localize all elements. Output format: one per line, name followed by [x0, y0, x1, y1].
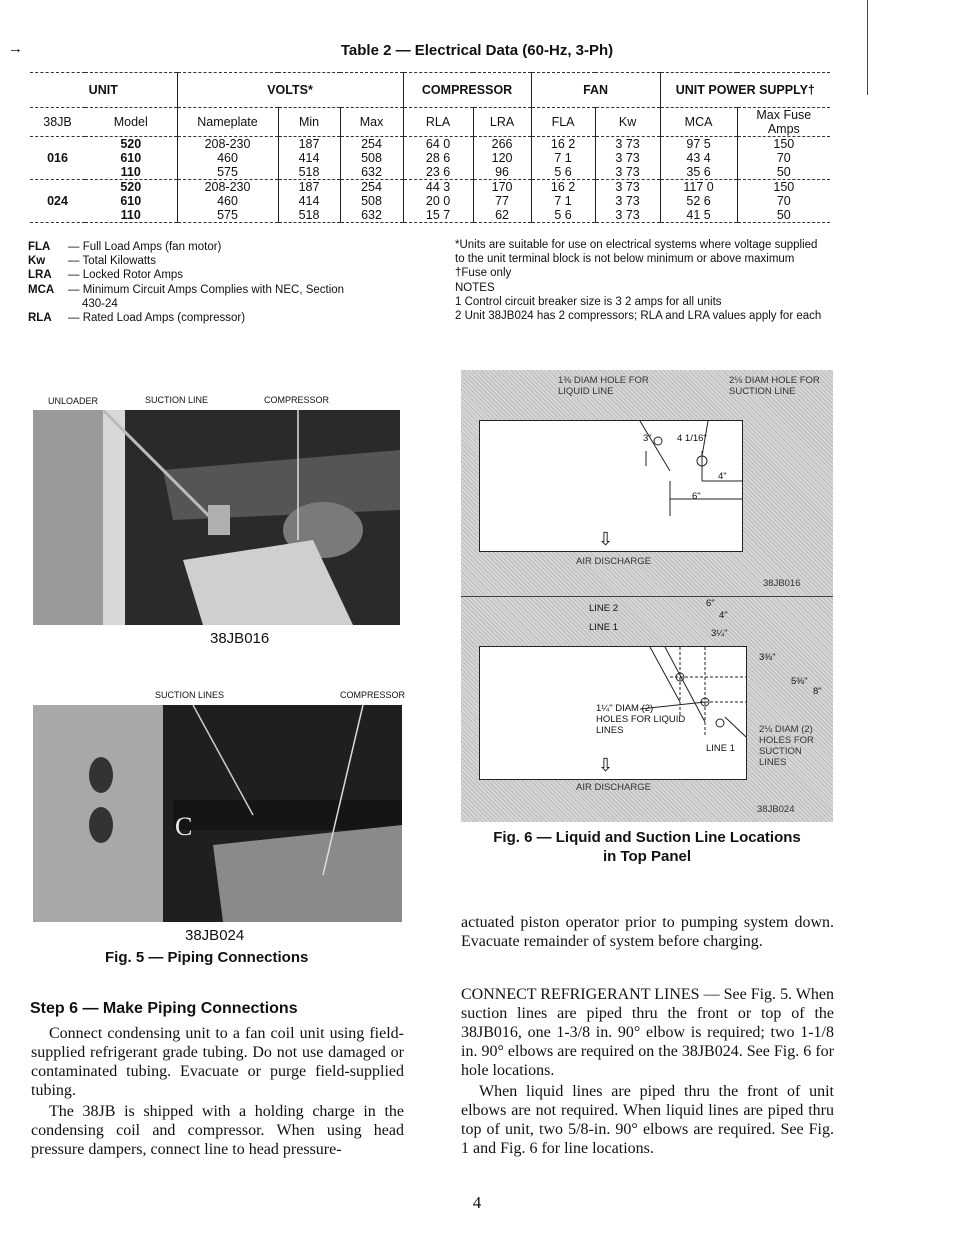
photo2-caption: 38JB024 [185, 927, 245, 944]
header-mca: MCA [660, 108, 737, 137]
panel-38jb024 [479, 646, 747, 780]
page-number: 4 [472, 1193, 482, 1212]
cell-kw: 3 73 [595, 194, 660, 208]
cell-kw: 3 73 [595, 180, 660, 195]
header-max: Max [340, 108, 403, 137]
cell-nameplate: 208-230 [177, 180, 278, 195]
margin-rule [867, 0, 868, 95]
cell-lra: 170 [473, 180, 531, 195]
label-liquid-holes: 1¼" DIAM (2) HOLES FOR LIQUID LINES [596, 703, 686, 736]
label-line-1: LINE 1 [589, 622, 619, 633]
cell-lra: 62 [473, 208, 531, 223]
legend-key: LRA [28, 269, 52, 282]
cell-min: 518 [278, 165, 340, 180]
table-row [30, 137, 830, 152]
cell-model: 110 [85, 208, 177, 223]
legend-key: Kw [28, 255, 46, 268]
photo1-caption: 38JB016 [210, 630, 270, 647]
dim-3-1-4: 3¼" [711, 628, 728, 639]
cell-nameplate: 208-230 [177, 137, 278, 152]
cell-rla: 28 6 [403, 151, 473, 165]
dim-6in-b: 6" [706, 598, 715, 609]
photo-38jb024 [33, 705, 402, 922]
legend-key: FLA [28, 241, 51, 253]
label-air-discharge-2: AIR DISCHARGE [576, 782, 651, 793]
header-unit-power: UNIT POWER SUPPLY† [660, 73, 830, 108]
label-liquid-hole: 1⅜ DIAM HOLE FOR LIQUID LINE [558, 375, 649, 397]
photo-38jb024-image [33, 705, 402, 922]
cell-model: 610 [120, 194, 142, 208]
label-line-2: LINE 2 [589, 603, 619, 614]
dim-4-1-16: 4 1/16" [677, 433, 707, 444]
label-unloader: UNLOADER [48, 396, 99, 406]
fig6-caption-line1: Fig. 6 — Liquid and Suction Line Locations [493, 829, 801, 846]
header-kw: Kw [595, 108, 660, 137]
cell-fuse: 70 [737, 151, 830, 165]
dim-4in: 4" [718, 471, 727, 482]
cell-mca: 52 6 [660, 194, 737, 208]
label-model-024: 38JB024 [757, 804, 795, 815]
legend-item [28, 311, 344, 325]
dim-8in: 8" [813, 686, 822, 697]
cell-model: 110 [120, 165, 141, 179]
electrical-data-table [30, 72, 830, 223]
cell-rla: 64 0 [403, 137, 473, 152]
dim-5-3-8: 5⅜" [791, 676, 808, 687]
paragraph-continued: actuated piston operator prior to pumping system down. Evacuate remainder of system before charging. [461, 914, 834, 950]
label-compressor: COMPRESSOR [264, 395, 330, 405]
paragraph-connect: Connect condensing unit to a fan coil unit using field-supplied refrigerant grade tubing. Do not use damaged or contaminated tubing. Evacuate or purge field-supplied tubing. [31, 1025, 404, 1099]
header-unit: UNIT [30, 73, 177, 108]
header-nameplate: Nameplate [177, 108, 278, 137]
cell-nameplate: 575 [177, 165, 278, 180]
cell-nameplate: 575 [177, 208, 278, 223]
header-volts: VOLTS* [177, 73, 403, 108]
label-suction-hole: 2⅛ DIAM HOLE FOR SUCTION LINE [729, 375, 820, 397]
fig6-caption [461, 828, 833, 866]
paragraph-connect-lines: CONNECT REFRIGERANT LINES — See Fig. 5. When suction lines are piped thru the front or top of the 38JB016, one 1-3/8 in. 90° elbow is required; two 1-1/8 in. 90° elbows are required on the 38JB024. See Fig. 6 for hole locations. [461, 986, 834, 1079]
cell-max: 632 [340, 208, 403, 223]
cell-model: 520 [85, 180, 177, 195]
dim-3-3-8: 3⅜" [759, 652, 776, 663]
cell-fuse: 150 [737, 180, 830, 195]
table-row [30, 208, 830, 223]
note-voltage: *Units are suitable for use on electrical systems where voltage supplied to the unit terminal block is not below minimum or above maximum [455, 239, 818, 266]
label-compressor-2: COMPRESSOR [340, 690, 406, 700]
cell-min: 518 [278, 208, 340, 223]
cell-kw: 3 73 [595, 151, 660, 165]
note-2: 2 Unit 38JB024 has 2 compressors; RLA and LRA values apply for each [455, 310, 822, 323]
note-fuse: †Fuse only [455, 267, 512, 280]
label-line-1-b: LINE 1 [706, 743, 736, 754]
cell-unit [30, 180, 85, 195]
table-row [30, 194, 830, 208]
header-compressor: COMPRESSOR [403, 73, 531, 108]
cell-fla: 7 1 [531, 194, 595, 208]
cell-min: 414 [278, 151, 340, 165]
header-fan: FAN [531, 73, 660, 108]
notes-label: NOTES [455, 281, 495, 294]
header-fla: FLA [531, 108, 595, 137]
cell-model: 520 [85, 137, 177, 152]
header-rla: RLA [403, 108, 473, 137]
cell-max: 254 [340, 137, 403, 152]
table-row [30, 180, 830, 195]
header-min: Min [278, 108, 340, 137]
cell-rla: 44 3 [403, 180, 473, 195]
legend-value: — Locked Rotor Amps [68, 269, 184, 282]
legend-item [28, 268, 344, 282]
cell-rla: 15 7 [403, 208, 473, 223]
legend-item [28, 297, 344, 311]
cell-fla: 5 6 [531, 208, 595, 223]
header-model: Model [85, 108, 177, 137]
cell-lra: 77 [473, 194, 531, 208]
cell-min: 187 [278, 180, 340, 195]
legend-key: MCA [28, 283, 55, 296]
legend-value: — Full Load Amps (fan motor) [68, 241, 222, 253]
cell-fuse: 150 [737, 137, 830, 152]
dim-4in-b: 4" [719, 610, 728, 621]
cell-unit [30, 137, 85, 152]
cell-fuse: 50 [737, 165, 830, 180]
label-suction-lines: SUCTION LINES [155, 690, 225, 700]
cell-max: 508 [340, 151, 403, 165]
cell-fla: 5 6 [531, 165, 595, 180]
legend-value: — Rated Load Amps (compressor) [68, 312, 246, 325]
note-1: 1 Control circuit breaker size is 3 2 amps for all units [455, 295, 722, 308]
cell-kw: 3 73 [595, 137, 660, 152]
cell-max: 254 [340, 180, 403, 195]
panel-38jb016 [479, 420, 743, 552]
cell-fla: 7 1 [531, 151, 595, 165]
legend-item [28, 240, 344, 254]
svg-text:C: C [175, 812, 193, 841]
legend-key: RLA [28, 312, 52, 325]
photo-38jb016 [33, 410, 400, 625]
cell-rla: 23 6 [403, 165, 473, 180]
cell-max: 632 [340, 165, 403, 180]
step6-heading: Step 6 — Make Piping Connections [30, 1000, 298, 1017]
cell-fla: 16 2 [531, 137, 595, 152]
cell-fuse: 70 [737, 194, 830, 208]
label-air-discharge-1: AIR DISCHARGE [576, 556, 651, 567]
cell-nameplate: 460 [177, 194, 278, 208]
cell-unit: 024 [47, 194, 68, 208]
label-suction-line: SUCTION LINE [145, 395, 209, 405]
cell-nameplate: 460 [177, 151, 278, 165]
legend-item [28, 283, 344, 297]
cell-mca: 117 0 [660, 180, 737, 195]
cell-min: 187 [278, 137, 340, 152]
cell-fuse: 50 [737, 208, 830, 223]
cell-lra: 266 [473, 137, 531, 152]
cell-mca: 35 6 [660, 165, 737, 180]
fig5-caption: Fig. 5 — Piping Connections [105, 949, 309, 966]
cell-unit: 016 [47, 151, 68, 165]
cell-unit [30, 165, 85, 180]
label-suction-holes: 2⅛ DIAM (2) HOLES FOR SUCTION LINES [759, 724, 814, 768]
table-row [30, 165, 830, 180]
cell-min: 414 [278, 194, 340, 208]
paragraph-liquid-lines: When liquid lines are piped thru the front of unit elbows are not required. When liquid lines are piped thru top of unit, two 5/8-in. 90° elbows are required. See Fig. 1 and Fig. 6 for line locations. [461, 1083, 834, 1157]
cell-unit [30, 208, 85, 223]
cell-lra: 96 [473, 165, 531, 180]
photo-38jb016-image [33, 410, 400, 625]
cell-rla: 20 0 [403, 194, 473, 208]
fig6-diagram [461, 370, 833, 822]
table-title: Table 2 — Electrical Data (60-Hz, 3-Ph) [340, 42, 614, 59]
cell-mca: 43 4 [660, 151, 737, 165]
margin-arrow: → [8, 40, 23, 57]
header-max-fuse: Max Fuse Amps [737, 108, 830, 137]
paragraph-holding-charge: The 38JB is shipped with a holding charge in the condensing coil and compressor. When using head pressure dampers, connect line to head pressure- [31, 1103, 404, 1158]
cell-model: 610 [120, 151, 142, 165]
label-model-016: 38JB016 [763, 578, 801, 589]
legend-value: 430-24 [82, 297, 118, 310]
cell-kw: 3 73 [595, 208, 660, 223]
abbreviation-legend [28, 240, 344, 325]
arrow-down-icon-2: ⇩ [598, 755, 614, 775]
header-lra: LRA [473, 108, 531, 137]
cell-kw: 3 73 [595, 165, 660, 180]
arrow-down-icon: ⇩ [598, 529, 614, 549]
cell-max: 508 [340, 194, 403, 208]
legend-value: — Minimum Circuit Amps Complies with NEC, Section [68, 283, 345, 296]
dim-3in: 3" [643, 433, 652, 444]
cell-mca: 97 5 [660, 137, 737, 152]
header-38jb: 38JB [30, 108, 85, 137]
legend-item [28, 254, 344, 268]
table-notes [455, 238, 830, 323]
fig6-caption-line2: in Top Panel [602, 848, 692, 865]
table-row [30, 151, 830, 165]
dim-6in: 6" [692, 491, 701, 502]
cell-mca: 41 5 [660, 208, 737, 223]
cell-lra: 120 [473, 151, 531, 165]
legend-value: — Total Kilowatts [68, 255, 156, 268]
cell-fla: 16 2 [531, 180, 595, 195]
